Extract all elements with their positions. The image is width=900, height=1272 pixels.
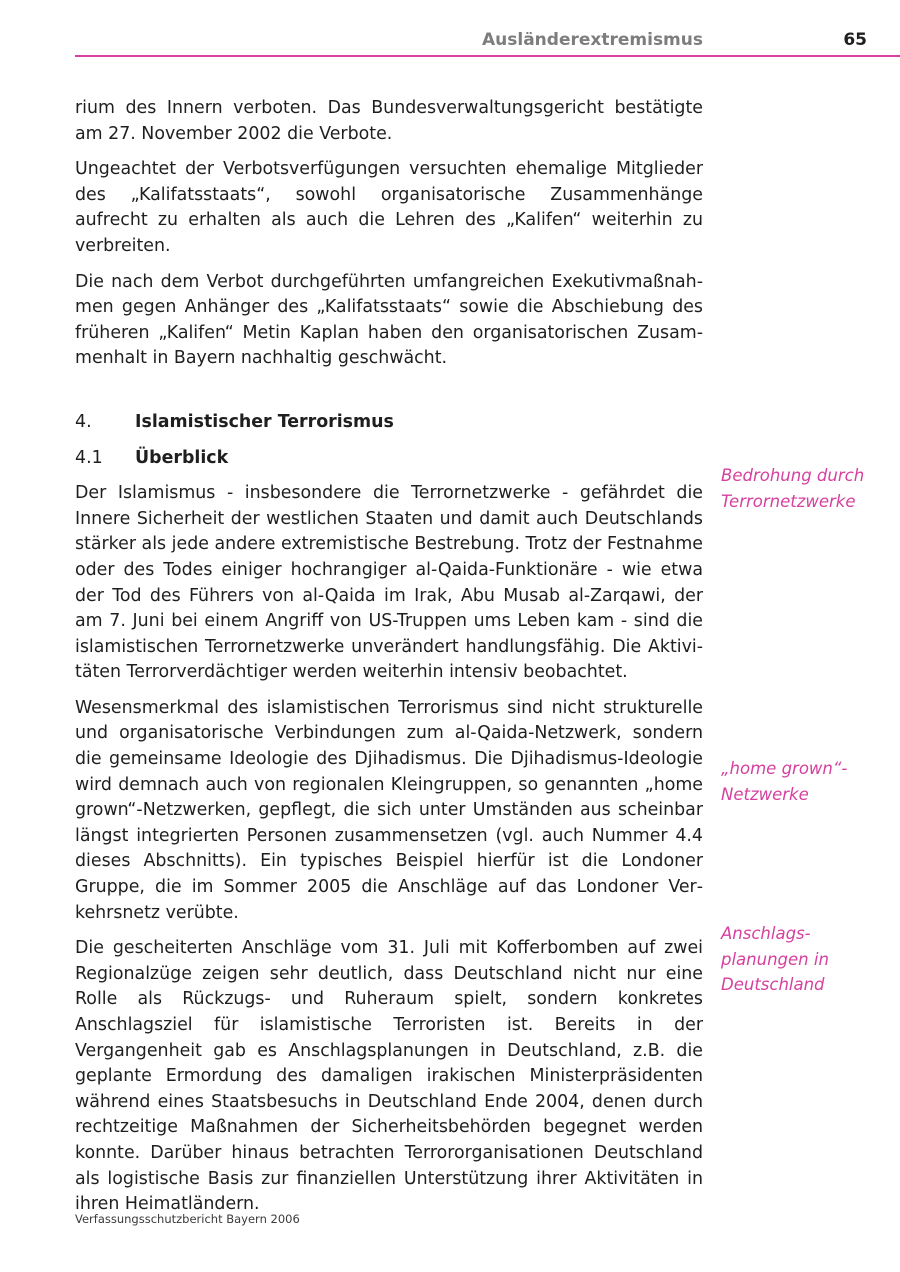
margin-note-line: planungen in — [721, 949, 829, 969]
margin-note-line: Anschlags- — [721, 924, 811, 943]
paragraph: Die nach dem Verbot durchgeführten umfangreichen Exekutivmaßnahmen gegen Anhänger des „Kalifatsstaats“ sowie die Abschiebung des früheren „Kalifen“ Metin Kaplan haben den organisatorischen Zusammenhalt in Bayern nachhaltig geschwächt. — [75, 271, 703, 369]
paragraph: Ungeachtet der Verbotsverfügungen versuchten ehemalige Mitglieder des „Kalifatsstaats“, sowohl organisatorische Zusammenhänge aufrecht zu erhalten als auch die Lehren des „Kalifen“ weiterhin zu verbreiten. — [75, 159, 703, 256]
margin-note-home-grown — [721, 756, 891, 807]
margin-note-line: Bedrohung durch — [721, 466, 865, 485]
section-heading-block — [75, 410, 703, 471]
page-footer: Verfassungsschutzbericht Bayern 2006 — [75, 1212, 300, 1226]
paragraph: Die gescheiterten Anschläge vom 31. Juli mit Kofferbomben auf zwei Regionalzüge zeigen sehr deutlich, dass Deutschland nicht nur eine Rolle als Rückzugs- und Ruheraum spielt, sondern konkretes Anschlagsziel für islamistische Terroristen ist. Bereits in der Vergangenheit gab es Anschlagsplanungen in Deutschland, z.B. die geplante Ermordung des damaligen irakischen Ministerpräsidenten während eines Staatsbesuchs in Deutschland Ende 2004, denen durch rechtzeitige Maßnahmen der Sicherheitsbehörden begegnet werden konnte. Darüber hinaus betrachten Terrororganisationen Deutschland als logistische Basis zur finanziellen Unterstützung ihrer Aktivitäten in ihren Heimatländern. — [75, 938, 703, 1215]
running-header — [75, 27, 900, 57]
paragraph: rium des Innern verboten. Das Bundesverwaltungsgericht bestätigte am 27. November 2002 die Verbote. — [75, 98, 703, 144]
margin-note-line: „home grown“- — [721, 759, 848, 778]
section-number: 4. — [75, 411, 92, 432]
section-number: 4.1 — [75, 447, 103, 468]
section-title: Überblick — [135, 447, 229, 468]
section-heading-4-1 — [75, 446, 703, 472]
section-heading-4 — [75, 410, 703, 436]
margin-note-threat — [721, 463, 891, 514]
margin-note-line: Netzwerke — [721, 784, 809, 804]
margin-note-line: Terrornetzwerke — [721, 491, 856, 511]
margin-note-attack-planning — [721, 921, 891, 998]
section-title: Islamistischer Terrorismus — [135, 411, 394, 432]
paragraph: Wesensmerkmal des islamistischen Terrorismus sind nicht strukturelle und organisatorische Verbindungen zum al-Qaida-Netzwerk, sondern die gemeinsame Ideologie des Djihadismus. Die Djihadismus-Ideologie wird demnach auch von regionalen Kleingruppen, so genannten „home grown“-Netzwerken, gepflegt, die sich unter Umständen aus scheinbar längst integrierten Personen zusammensetzen (vgl. auch Nummer 4.4 dieses Abschnitts). Ein typisches Beispiel hierfür ist die Londoner Gruppe, die im Sommer 2005 die Anschläge auf das Londoner Verkehrsnetz verübte. — [75, 697, 703, 923]
main-text-column — [75, 96, 703, 1228]
page-number: 65 — [843, 30, 867, 50]
chapter-title: Ausländerextremismus — [482, 30, 703, 50]
paragraph: Der Islamismus - insbesondere die Terrornetzwerke - gefährdet die Innere Sicherheit der westlichen Staaten und damit auch Deutschlands stärker als jede andere extremistische Bestrebung. Trotz der Festnahme oder des Todes einiger hochrangiger al-Qaida-Funktionäre - wie etwa der Tod des Führers von al-Qaida im Irak, Abu Musab al-Zarqawi, der am 7. Juni bei einem Angriff von US-Truppen ums Leben kam - sind die islamistischen Terrornetzwerke unverändert handlungsfähig. Die Aktivitäten Terrorverdächtiger werden weiterhin intensiv beobachtet. — [75, 483, 703, 683]
margin-note-line: Deutschland — [721, 975, 825, 995]
